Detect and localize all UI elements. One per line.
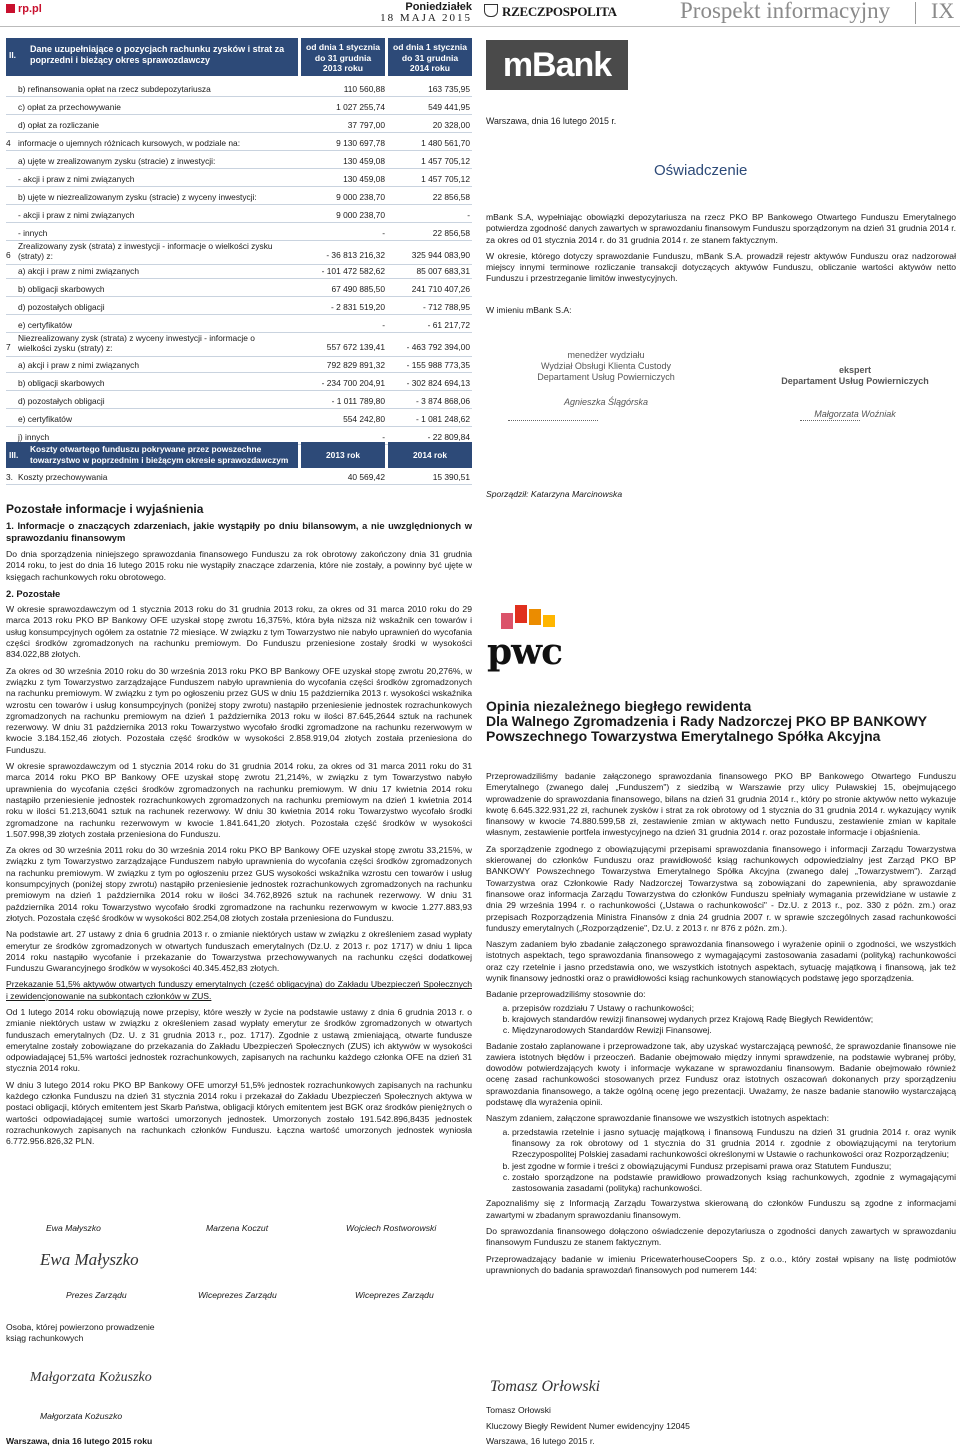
audit-basis-list: a. przepisów rozdziału 7 Ustawy o rachunkowości; b. krajowych standardów rewizji finansowej wydanych przez Krajową Radę Biegłych Rewidentów; c. Międzynarodowych Standardów Rewizji Finansowej. [486,1003,956,1037]
row-label: c) opłat za przechowywanie [18,102,121,112]
other-info-p5: Za okres od 30 września 2011 roku do 30 września 2014 roku PKO BP Bankowy OFE uzyskał stopę zwrotu 33,215%, w związku z tym Towarzystwo zarządzające Funduszem nabyło uprawnienia do wycofania części środków zgromadzonych na rachunku premiowym. W związku z tym po ogłoszeniu przez GUS wysokości wskaźnika wzrostu cen towarów i usług konsumpcyjnych (poniżej stopy zwrotu) nastąpiło przeniesienie jednostek rozrachunkowych zgromadzonych na rachunku premiowym na dzień 1 października 2014 roku w ilości 34.762,8926 sztuk na rachunek rezerwowy. W dniu 31 października 2014 roku Towarzystwo wycofało środki zgromadzone na rachunku rezerwowym w kwocie 1.277.883,93 złotych. Pozostała część środków w wysokości 802.254,08 złotych została przeniesiona do Funduszu. [6,845,472,923]
row-number: 7 [6,342,11,352]
table-row [6,282,472,297]
other-info-p6: Na podstawie art. 27 ustawy z dnia 6 grudnia 2013 r. o zmianie niektórych ustaw w związku z określeniem zasad wypłaty emerytur ze środków zgromadzonych w otwartych funduszach emerytalnych (Dz.U. z 2013 r. poz 1717) w dniu 1 lipca 2014 roku nastąpiło wycofanie i przekazanie do Towarzystwa przechowywanych na rachunku części dodatkowej Funduszu Gwarancyjnego środków w wysokości 40.345.452,83 złotych. [6,929,472,974]
row-value-2013: - 234 700 204,91 [321,378,385,388]
row-value-2014: 22 856,58 [432,192,470,202]
mbank-p2: W okresie, którego dotyczy sprawozdanie Funduszu, mBank S.A. prowadził rejestr aktywów Funduszu oraz nadzorował miejscy innymi terminowe rozliczanie transakcji dotyczących aktywów Funduszu, obliczanie wartości aktywów netto Funduszu i przestrzeganie limitów inwestycyjnych. [486,250,956,284]
row-value-2013: 557 672 139,41 [326,342,385,352]
pwc-logo: pwc [487,605,567,675]
mbank-on-behalf: W imieniu mBank S.A: [486,305,572,315]
col2-header: od dnia 1 stycznia do 31 grudnia 2014 roku [388,38,472,76]
table-row [6,136,472,151]
signature-auditor: Tomasz Orłowski [490,1378,601,1395]
row-value-2014: 325 944 083,90 [411,250,470,260]
board-role-2: Wiceprezes Zarządu [198,1290,277,1300]
row-value-2013: 110 560,88 [343,84,385,94]
header-day: Poniedziałek [405,1,472,13]
row-label: e) certyfikatów [18,320,72,330]
row-value-2013: 130 459,08 [343,174,385,184]
table-row: 3. Koszty przechowywania 40 569,42 15 390,51 [6,470,472,485]
header-divider [915,2,916,24]
left-date: Warszawa, dnia 16 lutego 2015 roku [6,1436,153,1446]
row-label: d) opłat za rozliczanie [18,120,99,130]
table-row [6,394,472,409]
opinion-body: Przeprowadziliśmy badanie załączonego sprawozdania finansowego PKO BP Bankowego Otwartego Funduszu Emerytalnego (zwanego dalej „Funduszem") z siedzibą w Warszawie przy ulicy Puławskiej 15, obejmującego wprowadzenie do sprawozdania finansowego, bilans na dzień 31 grudnia 2014 r., który po stronie aktywów netto wykazuje kwotę 6.645.322.931,22 zł, rachunek zysków i strat za rok obrotowy od 1 stycznia do 31 grudnia 2014 r. wykazujący wynik finansowy w kwocie 74.880.599,58 zł, zestawienie zmian w aktywach netto Funduszu, zestawienie zmian w kapitale własnym, zestawienie portfela inwestycyjnego na dzień 31 grudnia 2014 r. oraz pozostałe informacje i objaśnienia. Za sporządzenie zgodnego z obowiązującymi przepisami sprawozdania finansowego i informacji Zarządu Towarzystwa skierowanej do członków Funduszu oraz prawidłowość ksiąg rachunkowych odpowiedzialny jest Zarząd PKO BP BANKOWY Powszechnego Towarzystwa Emerytalnego Spółka Akcyjna (zwanego dalej „Towarzystwem"). Zarząd Towarzystwa oraz Członkowie Rady Nadzorczej Towarzystwa są zobowiązani do zapewnienia, aby sprawozdanie finansowe oraz informacja Zarządu Towarzystwa do członków Funduszu spełniały wymagania przewidziane w ustawie z dnia 29 września 1994 r. o rachunkowości („Ustawa o rachunkowości" - Dz.U. z 2013 r., poz. 330 z późn. zm.) oraz przepisach Rozporządzenia Ministra Finansów z dnia 24 grudnia 2007 r. w sprawie szczególnych zasad rachunkowości funduszy emerytalnych („Rozporządzenie", Dz.U. z 2013 r. nr 876 z późn. zm.). Naszym zadaniem było zbadanie załączonego sprawozdania finansowego i wyrażenie opinii o zgodności, we wszystkich istotnych aspektach, tego sprawozdania finansowego z wymagającymi zastosowania zasadami (polityką) rachunkowości oraz czy rzetelnie i jasno przedstawia ono, we wszystkich istotnych aspektach, sytuację majątkową i finansową, jak też wynik finansowy jednostki oraz o prawidłowości ksiąg rachunkowych stanowiących podstawę jego sporządzenia. Badanie przeprowadziliśmy stosownie do: a. przepisów rozdziału 7 Ustawy o rachunkowości; b. krajowych standardów rewizji finansowej wydanych przez Krajową Radę Biegłych Rewidentów; c. Międzynarodowych Standardów Rewizji Finansowej. Badanie zostało zaplanowane i przeprowadzone tak, aby uzyskać wystarczającą pewność, że sprawozdanie finansowe nie zawiera istotnych błędów i przeoczeń. Badanie obejmowało między innymi sprawdzenie, na podstawie wybranej próby, dowodów potwierdzających kwoty i informacje wykazane w sprawozdaniu finansowym. Badanie obejmowało również ocenę zasad rachunkowości stosowanych przez Fundusz oraz istotnych oszacowań dokonanych przy sporządzeniu sprawozdania finansowego, a także ogólną ocenę jego prezentacji. Uważamy, że nasze badanie stanowiło wystarczającą podstawę dla wyrażenia opinii. Naszym zdaniem, załączone sprawozdanie finansowe we wszystkich istotnych aspektach: a. przedstawia rzetelnie i jasno sytuację majątkową i finansową Funduszu na dzień 31 grudnia 2014 r. oraz wynik finansowy za rok obrotowy od 1 stycznia do 31 grudnia 2014 r. zgodnie z obowiązującymi na terytorium Rzeczypospolitej Polskiej zasadami rachunkowości określonymi w Ustawie o rachunkowości oraz Rozporządzeniu; b. jest zgodne w formie i treści z obowiązującymi Fundusz przepisami prawa oraz Statutem Funduszu; c. zostało sporządzone na podstawie prawidłowo prowadzonych ksiąg rachunkowych, zgodnie z wymagającymi zastosowania zasadami (polityką) rachunkowości. Zapoznaliśmy się z Informacją Zarządu Towarzystwa skierowaną do członków Funduszu są zgodne z informacjami zawartymi w zbadanym sprawozdaniu finansowym. Do sprawozdania finansowego dołączono oświadczenie depozytariusza o zgodności danych zawartych w sprawozdaniu finansowym Funduszu ze stanem faktycznym. Przeprowadzający badanie w imieniu PricewaterhouseCoopers Sp. z o.o., który został wpisany na listę podmiotów uprawnionych do badania sprawozdań finansowych pod numerem 144: [486,771,956,1281]
section-title: Prospekt informacyjny [680,0,891,23]
row-value-2014: - 712 788,95 [422,302,470,312]
auditor-date: Warszawa, 16 lutego 2015 r. [486,1436,595,1446]
header-date: 18 MAJA 2015 [380,12,472,24]
table-row [6,333,472,357]
other-info-p3: Za okres od 30 września 2010 roku do 30 września 2013 roku PKO BP Bankowy OFE uzyskał stopę zwrotu 20,276%, w związku z tym Towarzystwo zarządzające Funduszem nabyło uprawnienia do wycofania części środków zgromadzonych na rachunku premiowym. W związku z tym po ogłoszeniu przez GUS w dniu 15 października 2013 r. wysokości wskaźnika wzrostu cen towarów i usług konsumpcyjnych (poniżej stopy zwrotu) nastąpiło przeniesienie jednostek rozrachunkowych zgromadzonych na rachunku premiowym na dzień 1 października 2013 roku w ilości 87.645,2644 sztuk na rachunek rezerwowy. W dniu 31 października 2013 roku Towarzystwo wycofało środki zgromadzone na rachunku rezerwowym w kwocie 3.184.152,46 złotych. Pozostała część środków w wysokości 2.858.919,04 złotych została przeniesiona do Funduszu. [6,665,472,755]
other-info-p2: W okresie sprawozdawczym od 1 stycznia 2013 roku do 31 grudnia 2013 roku, za okres od 31 marca 2010 roku do 29 marca 2013 roku PKO BP Bankowy OFE uzyskał stopę zwrotu 16,375%, która była niższa niż wskaźnik cen towarów i usług konsumpcyjnych ogółem za ostatnie 72 miesiące. W związku z tym Towarzystwo nie nabyło uprawnień do wycofania części środków zgromadzonych na rachunku premiowym. Do Funduszu przeniesione zostały środki w wysokości 834.022,88 złotych. [6,604,472,660]
other-info-p1: Do dnia sporządzenia niniejszego sprawozdania finansowego Funduszu za rok obrotowy zakończony dnia 31 grudnia 2014 roku, to jest do dnia 16 lutego 2015 roku nie wystąpiły znaczące zdarzenia, które nie zostały, a powinny być ujęte w księgach rachunkowych roku obrotowego. [6,549,472,582]
stamp-1: menedżer wydziału Wydział Obsługi Klienta Custody Departament Usług Powierniczych Agnieszka Ślągórska [537,350,675,407]
row-value-2014: - 1 081 248,62 [415,414,470,424]
row-label: a) ujęte w zrealizowanym zysku (stracie) z inwestycji: [18,156,216,166]
row-value-2013: 130 459,08 [343,156,385,166]
table-row [6,358,472,373]
table-row [6,300,472,315]
stamp-2: ekspert Departament Usług Powierniczych Małgorzata Woźniak [781,365,929,419]
row-label: e) certyfikatów [18,414,72,424]
row-label: j) innych [18,432,50,442]
row-label: b) refinansowania opłat na rzecz subdepozytariusza [18,84,211,94]
row-label: d) pozostałych obligacji [18,302,105,312]
row-value-2014: - 302 824 694,13 [406,378,470,388]
row-value-2014: - 155 988 773,35 [406,360,470,370]
row-value-2014: 22 856,58 [432,228,470,238]
row-label: b) ujęte w niezrealizowanym zysku (stracie) z wyceny inwestycji: [18,192,257,202]
row-value-2013: 9 130 697,78 [336,138,385,148]
table-row [6,412,472,427]
financial-table [6,38,472,488]
other-info-p4: W okresie sprawozdawczym od 1 stycznia 2014 roku do 31 grudnia 2014 roku, za okres od 31 marca 2011 roku do 31 marca 2014 roku PKO BP Bankowy OFE uzyskał stopę zwrotu 21,214%, w związku z tym Towarzystwo nabyło uprawnienia do wycofania części środków zgromadzonych na rachunku premiowym. W dniu 17 kwietnia 2014 roku nastąpiło przeniesienie jednostek rozrachunkowych zgromadzonych na rachunku premiowym na dzień 1 kwietnia 2014 roku w ilości 51.213,6041 sztuk na rachunek rezerwowy. W dniu 30 kwietnia 2014 roku Towarzystwo wycofało środki zgromadzone na rachunku rezerwowym w kwocie 1.841.641,20 złotych. Pozostała część środków w wysokości 1.507.998,39 złotych została przeniesiona do Funduszu. [6,761,472,839]
site-logo-icon [6,4,15,13]
board-name-2: Marzena Koczut [206,1223,269,1233]
statement-title: Oświadczenie [654,162,748,179]
row-value-2014: 85 007 683,31 [416,266,470,276]
auditor-role: Kluczowy Biegły Rewident Numer ewidencyjny 12045 [486,1421,690,1431]
row-value-2014: - 3 874 868,06 [415,396,470,406]
board-role-3: Wiceprezes Zarządu [355,1290,434,1300]
row-label: Niezrealizowany zysk (strata) z wyceny inwestycji - informacje o wielkości zysku (straty) z: [18,333,255,353]
row-value-2013: - 101 472 582,62 [321,266,385,276]
row-value-2013: 37 797,00 [347,120,385,130]
row-value-2013: 792 829 891,32 [326,360,385,370]
other-info-title: Pozostałe informacje i wyjaśnienia [6,502,204,516]
prepared-by: Sporządził: Katarzyna Marcinowska [486,489,623,499]
row-value-2013: - 36 813 216,32 [326,250,385,260]
opinion-title: Opinia niezależnego biegłego rewidenta Dla Walnego Zgromadzenia i Rady Nadzorczej PKO BP BANKOWY Powszechnego Towarzystwa Emerytalnego Spółka Akcyjna [486,698,928,744]
row-value-2014: - 463 792 394,00 [406,342,470,352]
table-row [6,100,472,115]
bookkeeper-name: Małgorzata Kożuszko [40,1411,123,1421]
row-label: - akcji i praw z nimi związanych [18,174,135,184]
table-row [6,154,472,169]
signature-bookkeeper: Małgorzata Kożuszko [30,1370,152,1385]
table-row [6,190,472,205]
table-row [6,208,472,223]
row-value-2014: 1 480 561,70 [421,138,470,148]
board-name-3: Wojciech Rostworowski [346,1223,437,1233]
row-value-2013: - [382,228,385,238]
row-value-2013: 9 000 238,70 [336,192,385,202]
board-role-1: Prezes Zarządu [66,1290,127,1300]
signature-president: Ewa Małyszko [40,1250,139,1269]
page-number: IX [931,0,955,23]
row-label: b) obligacji skarbowych [18,284,105,294]
row-value-2014: - [467,210,470,220]
row-value-2014: - 22 809,84 [427,432,470,442]
other-info-body [6,520,472,1153]
row-value-2013: 67 490 885,50 [331,284,385,294]
other-info-h2: 2. Pozostałe [6,587,61,599]
table-row [6,118,472,133]
mbank-p1: mBank S.A, wypełniając obowiązki depozytariusza na rzecz PKO BP Bankowego Otwartego Funduszu Emerytalnego potwierdza zgodność danych zawartych w sprawozdaniu finansowym Funduszu sporządzonym na dzień 31 grudnia 2014 r. za okres od 01 stycznia 2014 r. do 31 grudnia 2014 r. ze stanem faktycznym. [486,212,956,245]
newspaper-logo: RZECZPOSPOLITA [484,4,617,20]
row-value-2013: 1 027 255,74 [336,102,385,112]
auditor-name: Tomasz Orłowski [486,1405,551,1415]
section-ii-header [6,38,298,76]
other-info-h1: 1. Informacje o znaczących zdarzeniach, jakie wystąpiły po dniu bilansowym, a nie uwzględnionych w sprawozdaniu finansowym [6,520,472,543]
col1-short-header: 2013 rok [301,442,385,468]
row-label: informacje o ujemnych różnicach kursowych, w podziale na: [18,138,241,148]
section-ii-title: Dane uzupełniające o pozycjach rachunku zysków i strat za poprzedni i bieżący okres sprawozdawczy [30,44,285,65]
section-ii-num: II. [9,50,16,60]
table-row [6,172,472,187]
row-value-2014: 549 441,95 [428,102,470,112]
row-value-2014: 20 328,00 [432,120,470,130]
row-number: 4 [6,138,11,148]
row-label: b) obligacji skarbowych [18,378,105,388]
col1-header: od dnia 1 stycznia do 31 grudnia 2013 roku [301,38,385,76]
table-row [6,241,472,265]
row-value-2013: - [382,320,385,330]
header-rule [0,26,960,27]
row-value-2013: - 1 011 789,80 [331,396,385,406]
row-label: d) pozostałych obligacji [18,396,105,406]
row-value-2013: 9 000 238,70 [336,210,385,220]
row-label: Zrealizowany zysk (strata) z inwestycji - informacje o wielkości zysku (straty) z: [18,241,273,261]
row-value-2014: 163 735,95 [428,84,470,94]
mbank-body [486,212,956,290]
other-info-p7: Przekazanie 51,5% aktywów otwartych funduszy emerytalnych (część obligacyjna) do Zakładu Ubezpieczeń Społecznych i zewidencjonowanie na subkontach członków w ZUS. [6,979,472,1001]
table-row [6,376,472,391]
eagle-icon [484,4,498,17]
section-iii-header [6,442,298,468]
other-info-p8: Od 1 lutego 2014 roku obowiązują nowe przepisy, które weszły w życie na podstawie ustawy z dnia 6 grudnia 2013 r. o zmianie niektórych ustaw w związku z określeniem zasad wypłaty emerytur ze środków zgromadzonych w otwartych funduszach emerytalnych (Dz. U. z 31 grudnia 2013 r., poz. 1717). Zgodnie z ustawą zmieniającą, otwarte fundusze emerytalne zostały zobowiązane do przekazania do Zakładu Ubezpieczeń Społecznych (ZUS) ich aktywów w wysokości odpowiadającej 51,5% wartości jednostek rozrachunkowych, zapisanych na rachunku każdego członka OFE na dzień 31 stycznia 2014 roku. [6,1006,472,1074]
site-logo[interactable]: rp.pl [6,3,42,15]
row-value-2014: 1 457 705,12 [421,174,470,184]
row-number: 6 [6,250,11,260]
stamp-sig-line-2 [800,420,860,421]
row-value-2013: - 2 831 519,20 [330,302,385,312]
row-value-2014: 1 457 705,12 [421,156,470,166]
table-row [6,226,472,241]
row-value-2014: - 61 217,72 [427,320,470,330]
row-label: - innych [18,228,48,238]
section-iii-title: Koszty otwartego funduszu pokrywane przez powszechne towarzystwo w poprzednim i bieżącym okresie sprawozdawczym [30,444,289,465]
bookkeeper-role: Osoba, której powierzono prowadzenie ksiąg rachunkowych [6,1322,155,1344]
row-value-2013: 554 242,80 [343,414,385,424]
table-row [6,318,472,333]
board-name-1: Ewa Małyszko [46,1223,101,1233]
table-row [6,264,472,279]
row-value-2014: 241 710 407,26 [411,284,470,294]
row-label: a) akcji i praw z nimi związanych [18,360,140,370]
stamp-sig-line [508,420,598,421]
mbank-logo: mBank [486,40,628,90]
row-label: - akcji i praw z nimi związanych [18,210,135,220]
table-row [6,82,472,97]
opinion-list: a. przedstawia rzetelnie i jasno sytuację majątkową i finansową Funduszu na dzień 31 grudnia 2014 r. oraz wynik finansowy za rok obrotowy od 1 stycznia do 31 grudnia 2014 r. zgodnie z obowiązującymi na terytorium Rzeczypospolitej Polskiej zasadami rachunkowości określonymi w Ustawie o rachunkowości oraz Rozporządzeniu; b. jest zgodne w formie i treści z obowiązującymi Fundusz przepisami prawa oraz Statutem Funduszu; c. zostało sporządzone na podstawie prawidłowo prowadzonych ksiąg rachunkowych, zgodnie z wymagającymi zastosowania zasadami (polityką) rachunkowości. [486,1127,956,1195]
other-info-p9: W dniu 3 lutego 2014 roku PKO BP Bankowy OFE umorzył 51,5% jednostek rozrachunkowych zapisanych na rachunku każdego członka Funduszu na dzień 31 stycznia 2014 roku i przekazał do Zakładu Ubezpieczeń Społecznych aktywa w postaci obligacji, których emitentem jest Skarb Państwa, obligacji których emitentem jest BGK oraz środków pieniężnych o wartości odpowiadającej sumie wartości umorzonych jednostek. Umorzonych zostało 191.542.896,8435 jednostek rozrachunkowych zapisanych na rachunkach członków Funduszu. Łączna wartość umorzonych jednostek wyniosła 6.772.956.826,32 PLN. [6,1079,472,1147]
col2-short-header: 2014 rok [388,442,472,468]
section-iii-num: III. [9,450,19,460]
mbank-date: Warszawa, dnia 16 lutego 2015 r. [486,116,617,126]
row-value-2013: - [382,432,385,442]
row-label: a) akcji i praw z nimi związanych [18,266,140,276]
